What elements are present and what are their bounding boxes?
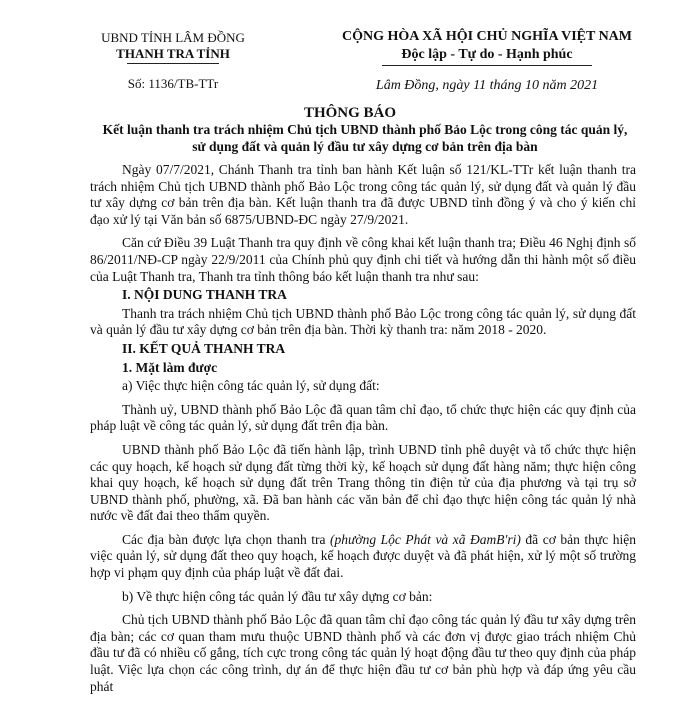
issuer-block — [98, 30, 248, 92]
paragraph-intro: Ngày 07/7/2021, Chánh Thanh tra tỉnh ban hành Kết luận số 121/KL-TTr kết luận thanh tra trách nhiệm Chủ tịch UBND thành phố Bảo Lộc trong công tác quản lý, sử dụng đất và quản lý đầu tư xây dựng cơ bản trên địa bàn. Kết luận thanh tra đã được UBND tỉnh đồng ý và cho ý kiến chỉ đạo xử lý tại Văn bản số 6875/UBND-ĐC ngày 27/9/2021. — [90, 162, 636, 227]
document-title: THÔNG BÁO — [303, 105, 397, 121]
document-number: Số: 1136/TB-TTr — [127, 76, 219, 91]
paragraph-land-planning: UBND thành phố Bảo Lộc đã tiến hành lập, trình UBND tỉnh phê duyệt và tổ chức thực hiện các quy hoạch, kế hoạch sử dụng đất từng thời kỳ, kế hoạch sử dụng đất hàng năm; thực hiện công khai quy hoạch, kế hoạch sử dụng đất trên Trang thông tin điện tử của địa phương và tại trụ sở UBND thành phố, phường, xã. Đã ban hành các văn bản để chỉ đạo thực hiện công tác quản lý nhà nước về đất đai theo thẩm quyền. — [90, 441, 636, 524]
selected-areas-italic: (phường Lộc Phát và xã ĐamB'ri) — [330, 531, 521, 547]
country-name: CỘNG HÒA XÃ HỘI CHỦ NGHĨA VIỆT NAM — [341, 29, 632, 44]
paragraph-party-committee: Thành uỷ, UBND thành phố Bảo Lộc đã quan tâm chỉ đạo, tổ chức thực hiện các quy định của pháp luật về công tác quản lý, sử dụng đất trên địa bàn. — [90, 401, 636, 434]
issuer-province: UBND TỈNH LÂM ĐỒNG — [101, 30, 245, 45]
paragraph-construction-management: Chủ tịch UBND thành phố Bảo Lộc đã quan tâm chỉ đạo công tác quản lý đầu tư xây dựng trên địa bàn; các cơ quan tham mưu thuộc UBND thành phố và các đơn vị được giao trách nhiệm Chủ đầu tư đã có nhiều cố gắng, tích cực trong công tác quản lý hoạt động đầu tư theo quy định của pháp luật. Việc lựa chọn các công trình, dự án để thực hiện đầu tư cơ bản phù hợp và đáp ứng yêu cầu phát — [90, 612, 637, 694]
paragraph-scope: Thanh tra trách nhiệm Chủ tịch UBND thành phố Bảo Lộc trong công tác quản lý, sử dụng đất và quản lý đầu tư xây dựng cơ bản trên địa bàn. Thời kỳ thanh tra: năm 2018 - 2020. — [90, 305, 636, 338]
section-heading-1: I. NỘI DUNG THANH TRA — [122, 287, 287, 303]
issuer-divider — [127, 63, 219, 64]
section-heading-2: II. KẾT QUẢ THANH TRA — [122, 340, 286, 356]
selected-areas-text-a: Các địa bàn được lựa chọn thanh tra — [122, 531, 331, 547]
paragraph-legal-basis: Căn cứ Điều 39 Luật Thanh tra quy định về công khai kết luận thanh tra; Điều 46 Nghị định số 86/2011/NĐ-CP ngày 22/9/2011 của Chính phủ quy định chi tiết và hướng dẫn thi hành một số điều của Luật Thanh tra, Thanh tra tỉnh thông báo kết luận thanh tra như sau: — [90, 235, 636, 284]
paragraph-selected-areas — [90, 532, 636, 582]
national-motto: Độc lập - Tự do - Hạnh phúc — [401, 47, 573, 62]
paragraph-construction-heading: b) Về thực hiện công tác quản lý đầu tư xây dựng cơ bản: — [122, 588, 433, 604]
document-date: Lâm Đồng, ngày 11 tháng 10 năm 2021 — [375, 78, 599, 93]
motto-divider — [382, 65, 592, 66]
selected-areas-text-c: đã cơ bản thực hiện việc quản lý, sử dụng đất theo quy hoạch, kế hoạch được duyệt và đã phát hiện, xử lý một số trường hợp vi phạm quy định của pháp luật về đất đai. — [90, 531, 636, 581]
document-subtitle: Kết luận thanh tra trách nhiệm Chủ tịch UBND thành phố Bảo Lộc trong công tác quản lý, sử dụng đất và quản lý đầu tư xây dựng cơ bản trên địa bàn — [102, 122, 628, 154]
national-header — [322, 28, 652, 95]
paragraph-land-management: a) Việc thực hiện công tác quản lý, sử dụng đất: — [122, 378, 380, 394]
issuer-agency: THANH TRA TỈNH — [116, 46, 230, 61]
subsection-heading-1: 1. Mặt làm được — [122, 359, 218, 375]
document-body — [90, 162, 636, 702]
